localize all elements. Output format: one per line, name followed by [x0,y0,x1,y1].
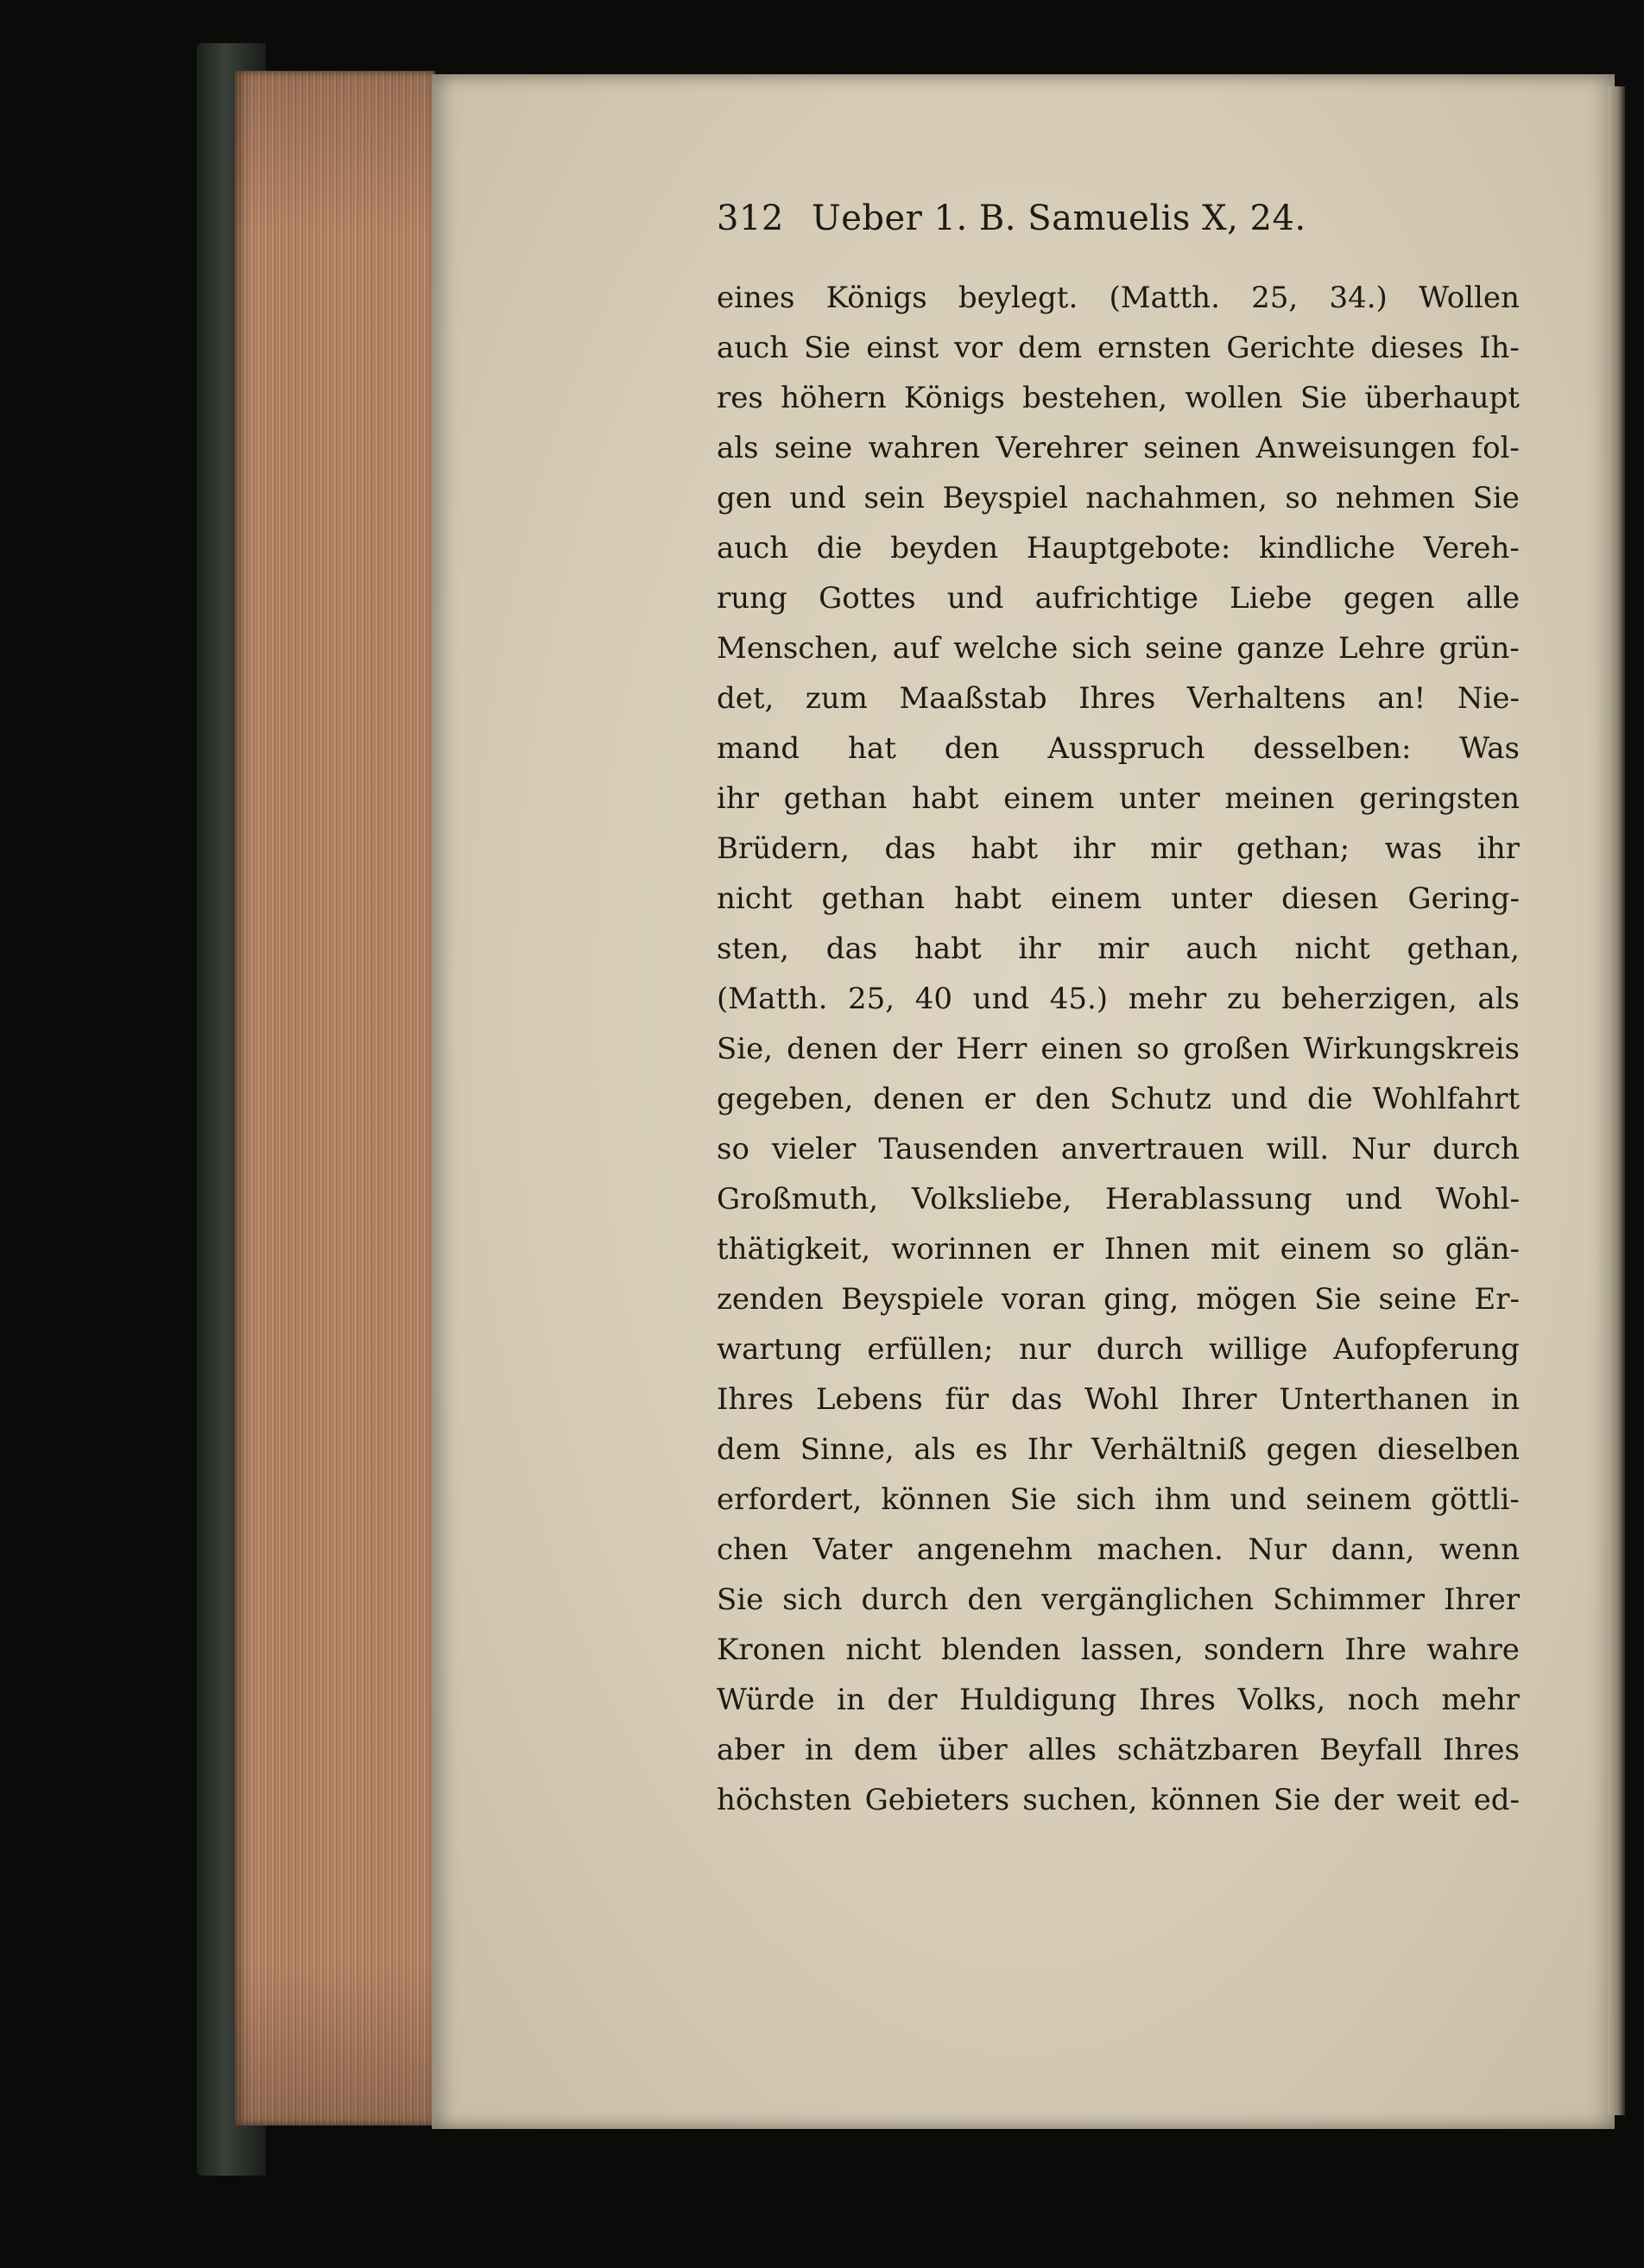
text-line: thätigkeit, worinnen er Ihnen mit einem so glän- [717,1232,1520,1267]
page-fore-edges [235,71,435,2126]
text-line: chen Vater angenehm machen. Nur dann, wenn [717,1532,1520,1567]
text-line: nicht gethan habt einem unter diesen Gering- [717,881,1520,916]
text-block [717,199,1520,1825]
text-line: aber in dem über alles schätzbaren Beyfall Ihres [717,1733,1520,1767]
text-line: rung Gottes und aufrichtige Liebe gegen alle [717,581,1520,616]
text-line: Großmuth, Volksliebe, Herablassung und Wohl- [717,1182,1520,1216]
text-line: gen und sein Beyspiel nachahmen, so nehmen Sie [717,481,1520,515]
text-line: det, zum Maaßstab Ihres Verhaltens an! Nie- [717,681,1520,716]
page-gutter-shadow [1608,86,1625,2115]
running-head [717,199,1520,264]
text-line: dem Sinne, als es Ihr Verhältniß gegen dieselben [717,1432,1520,1467]
text-line: Brüdern, das habt ihr mir gethan; was ihr [717,831,1520,866]
text-line: ihr gethan habt einem unter meinen geringsten [717,781,1520,816]
text-line: Sie, denen der Herr einen so großen Wirkungskreis [717,1032,1520,1066]
text-line: Ihres Lebens für das Wohl Ihrer Unterthanen in [717,1382,1520,1417]
text-line: als seine wahren Verehrer seinen Anweisungen fol- [717,431,1520,465]
text-line: (Matth. 25, 40 und 45.) mehr zu beherzigen, als [717,982,1520,1016]
running-title: Ueber 1. B. Samuelis X, 24. [812,199,1306,238]
text-line: gegeben, denen er den Schutz und die Wohlfahrt [717,1082,1520,1116]
text-line: Sie sich durch den vergänglichen Schimmer Ihrer [717,1583,1520,1617]
text-line: zenden Beyspiele voran ging, mögen Sie seine Er- [717,1282,1520,1317]
body-text [717,273,1520,1825]
text-line: Menschen, auf welche sich seine ganze Lehre grün- [717,631,1520,666]
text-line: sten, das habt ihr mir auch nicht gethan, [717,932,1520,966]
text-line: mand hat den Ausspruch desselben: Was [717,731,1520,766]
text-line: Kronen nicht blenden lassen, sondern Ihre wahre [717,1633,1520,1667]
text-line: so vieler Tausenden anvertrauen will. Nur durch [717,1132,1520,1166]
text-line: auch Sie einst vor dem ernsten Gerichte dieses Ih- [717,331,1520,365]
text-line: wartung erfüllen; nur durch willige Aufopferung [717,1332,1520,1367]
text-line: höchsten Gebieters suchen, können Sie der weit ed- [717,1783,1520,1817]
text-line: res höhern Königs bestehen, wollen Sie überhaupt [717,381,1520,415]
text-line: eines Königs beylegt. (Matth. 25, 34.) Wollen [717,281,1520,315]
text-line: erfordert, können Sie sich ihm und seinem göttli- [717,1482,1520,1517]
text-line: Würde in der Huldigung Ihres Volks, noch mehr [717,1683,1520,1717]
text-line: auch die beyden Hauptgebote: kindliche Vereh- [717,531,1520,565]
page-number: 312 [717,199,784,238]
